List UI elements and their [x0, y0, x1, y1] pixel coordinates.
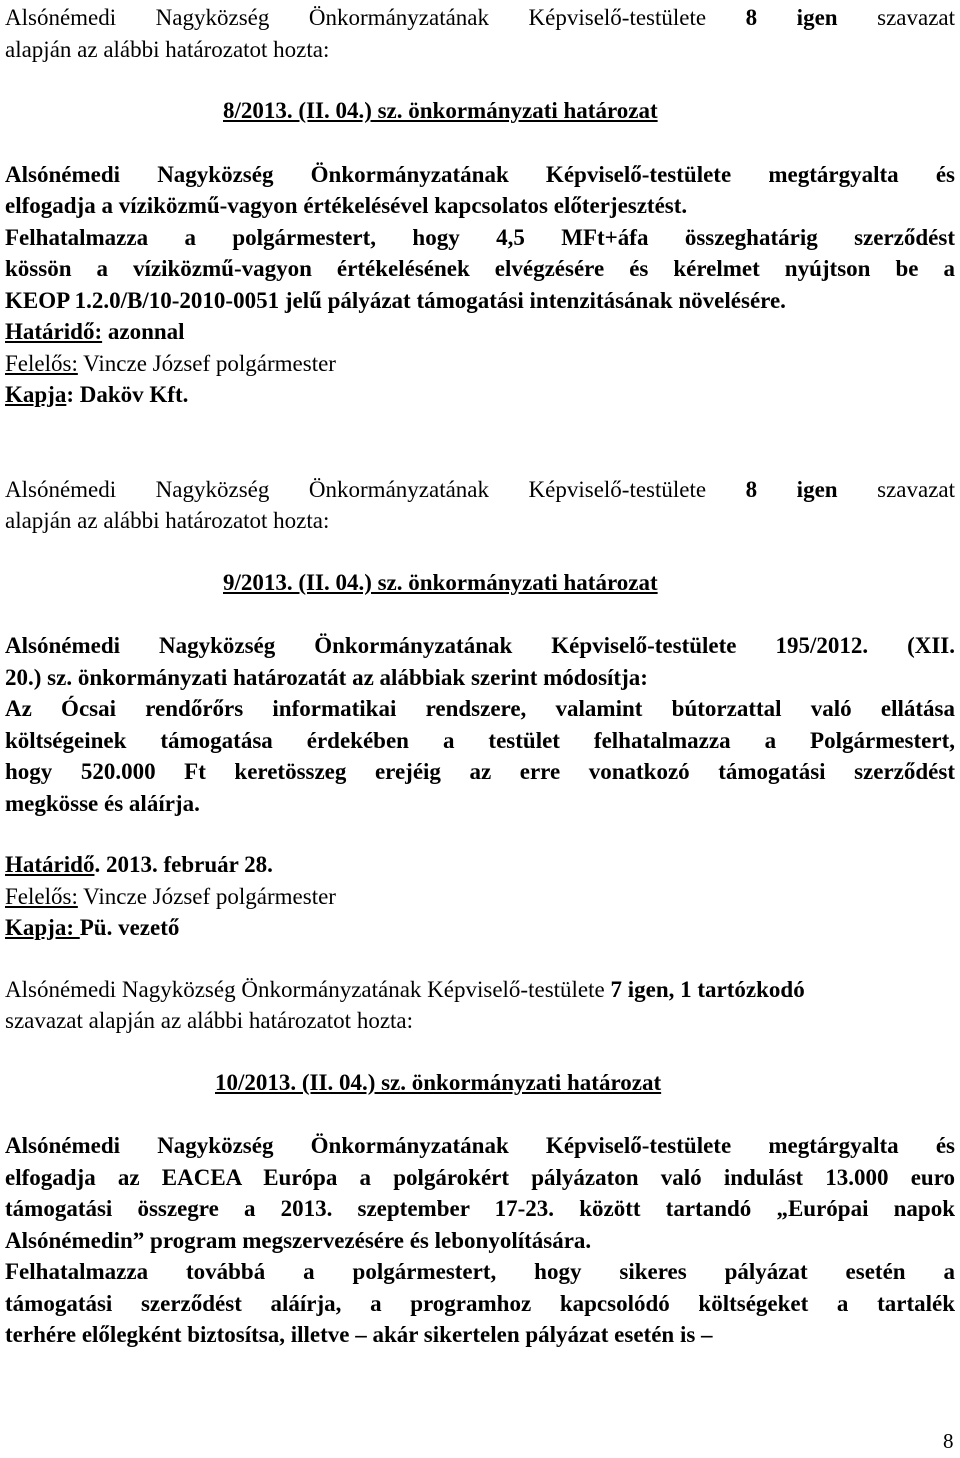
vote-statement-2: Alsónémedi Nagyközség Önkormányzatának Képviselő-testülete 8 igen szavazat [5, 476, 956, 502]
vote-statement-2-line2: alapján az alábbi határozatot hozta: [5, 508, 330, 533]
vote-statement-3: Alsónémedi Nagyközség Önkormányzatának Képviselő-testülete 7 igen, 1 tartózkodó [5, 976, 805, 1002]
page-number: 8 [943, 1429, 954, 1453]
resolution-body-2-line: Az Ócsai rendőrőrs informatikai rendszere, valamint bútorzattal való ellátása [5, 696, 955, 721]
resolution-body-1-line: Alsónémedi Nagyközség Önkormányzatának Képviselő-testülete megtárgyalta és [5, 161, 955, 187]
vote-statement-3-line2: szavazat alapján az alábbi határozatot hozta: [5, 1008, 414, 1033]
deadline-line-1: Határidő: azonnal [5, 319, 185, 344]
resolution-heading-1: 8/2013. (II. 04.) sz. önkormányzati határozat [223, 98, 658, 123]
resolution-body-1-line: Felhatalmazza a polgármestert, hogy 4,5 MFt+áfa összeghatárig szerződést [5, 224, 955, 250]
resolution-body-3-line: támogatási szerződést aláírja, a programhoz kapcsolódó költségeket a tartalék [5, 1290, 955, 1316]
vote-statement-1-line2: alapján az alábbi határozatot hozta: [5, 36, 330, 62]
vote-statement-1 [5, 2, 955, 34]
deadline-line-2: Határidő. 2013. február 28. [5, 852, 273, 877]
recipient-line-1: Kapja: Daköv Kft. [5, 382, 189, 407]
resolution-body-2-line: költségeinek támogatása érdekében a testület felhatalmazza a Polgármestert, [5, 727, 955, 753]
responsible-line-2: Felelős: Vincze József polgármester [5, 883, 336, 909]
resolution-body-1-line: kössön a víziközmű-vagyon értékelésének elvégzésére és kérelmet nyújtson be a [5, 256, 955, 281]
vote-count: 7 igen, 1 tartózkodó [610, 976, 805, 1002]
resolution-heading-2: 9/2013. (II. 04.) sz. önkormányzati határozat [223, 569, 658, 595]
resolution-body-1-line: KEOP 1.2.0/B/10-2010-0051 jelű pályázat támogatási intenzitásának növelésére. [5, 287, 786, 313]
resolution-body-2-line: Alsónémedi Nagyközség Önkormányzatának Képviselő-testülete 195/2012. (XII. [5, 633, 955, 658]
vote-text-end: szavazat [837, 5, 956, 30]
resolution-body-2-line: hogy 520.000 Ft keretösszeg erejéig az erre vonatkozó támogatási szerződést [5, 759, 955, 784]
vote-text: Alsónémedi Nagyközség Önkormányzatának Képviselő-testülete [5, 5, 746, 30]
resolution-body-3-line: elfogadja az EACEA Európa a polgárokért pályázaton való indulást 13.000 euro [5, 1164, 955, 1190]
resolution-body-1-line: elfogadja a víziközmű-vagyon értékelésével kapcsolatos előterjesztést. [5, 193, 688, 218]
document-page [5, 2, 955, 1351]
resolution-heading-3: 10/2013. (II. 04.) sz. önkormányzati határozat [215, 1069, 662, 1095]
responsible-line-1: Felelős: Vincze József polgármester [5, 350, 336, 376]
resolution-body-3-line: Alsónémedi Nagyközség Önkormányzatának Képviselő-testülete megtárgyalta és [5, 1133, 955, 1158]
vote-count: 8 igen [745, 476, 838, 502]
resolution-body-2-line: megkösse és aláírja. [5, 790, 200, 816]
resolution-body-3-line: Felhatalmazza továbbá a polgármestert, hogy sikeres pályázat esetén a [5, 1259, 955, 1284]
vote-count: 8 igen [745, 5, 838, 30]
recipient-line-2: Kapja: Pü. vezető [5, 915, 180, 940]
resolution-body-3-line: Alsónémedin” program megszervezésére és lebonyolítására. [5, 1227, 592, 1253]
resolution-body-3-line: támogatási összegre a 2013. szeptember 17-23. között tartandó „Európai napok [5, 1196, 955, 1221]
resolution-body-3-line: terhére előlegként biztosítsa, illetve – akár sikertelen pályázat esetén is – [5, 1322, 713, 1347]
resolution-body-2-line: 20.) sz. önkormányzati határozatát az alábbiak szerint módosítja: [5, 664, 648, 690]
